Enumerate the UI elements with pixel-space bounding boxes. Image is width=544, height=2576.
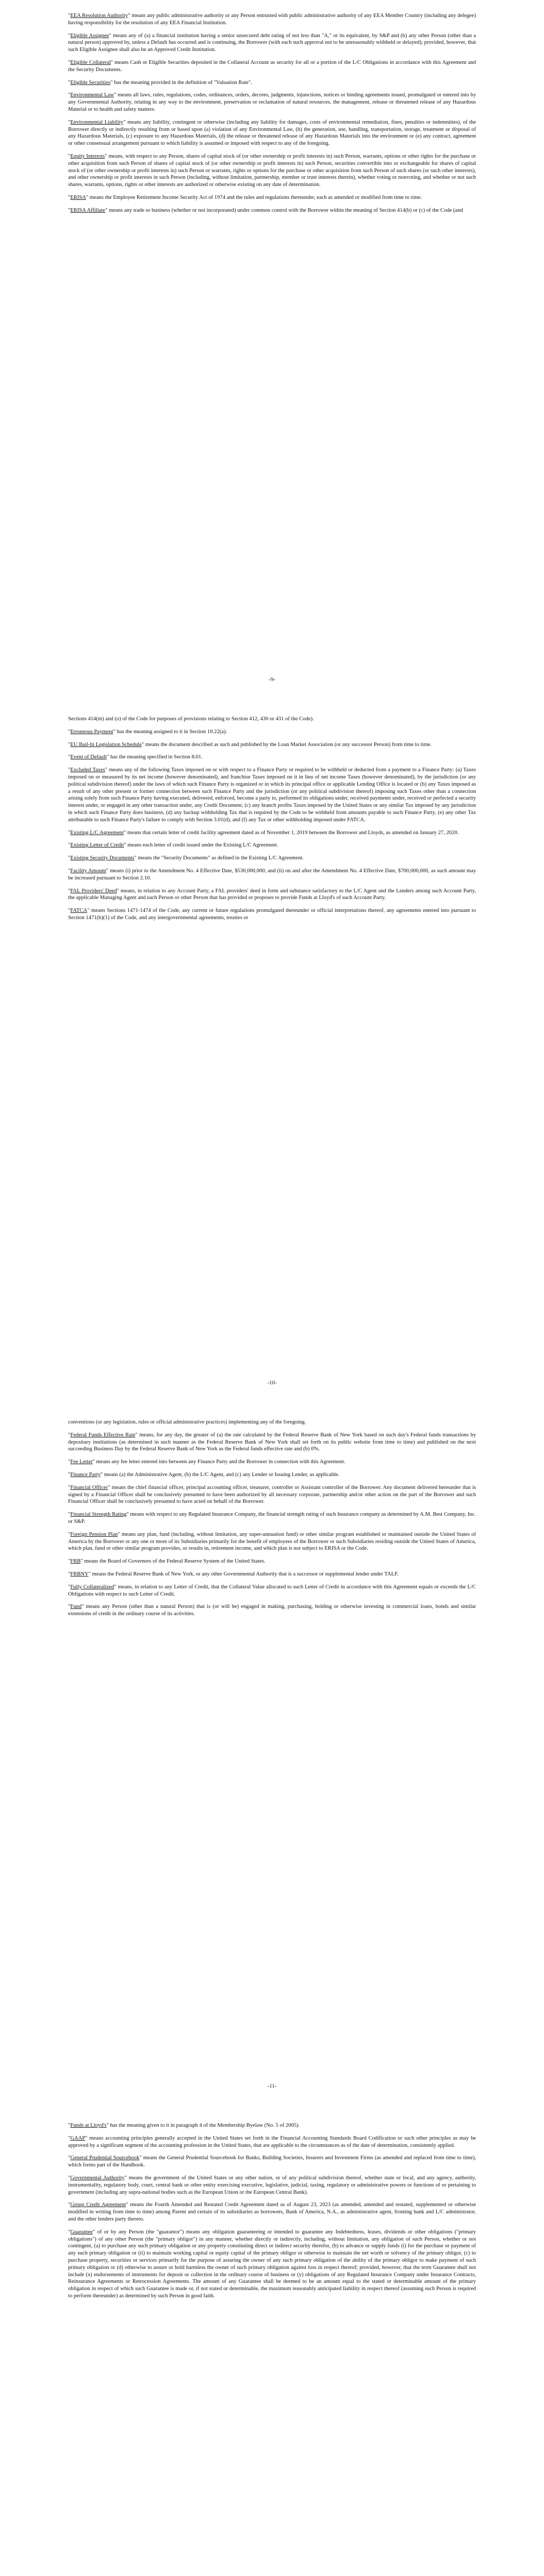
- open-quote: ": [68, 79, 71, 86]
- open-quote: ": [68, 2155, 71, 2161]
- definition-text: " of or by any Person (the "guarantor") means any obligation guaranteeing or intended to guarantee any Indebtedness, leases, dividends or other obligations ("primary obligations") of any other Person (the "primary obligor") in any manner, whether directly or indirectly, including, without limitation, any obligation of such Person, whether or not contingent, (a) to purchase any such primary obligation or any property constituting direct or indirect security therefor, (b) to advance or supply funds (i) for the purchase or payment of any such primary obligation or (ii) to maintain working capital or equity capital of the primary obligor or otherwise to maintain the net worth or solvency of the primary obligor, (c) to purchase property, securities or services primarily for the purpose of assuring the owner of any such primary obligation of the ability of the primary obligor to make payment of such primary obligation or (d) otherwise to assure or hold harmless the owner of such primary obligation against loss in respect thereof; provided, however, that the term Guarantee shall not include (x) endorsements of instruments for deposit or collection in the ordinary course of business or (y) obligations of any Regulated Insurance Company under Insurance Contracts, Reinsurance Agreements or Retrocession Agreements. The amount of any Guarantee shall be deemed to be an amount equal to the stated or determinable amount of the primary obligation in respect of which such Guarantee is made or, if not stated or determinable, the maximum reasonably anticipated liability in respect thereof (assuming such Person is required to perform thereunder) as determined by such Person in good faith.: [68, 2229, 476, 2299]
- defined-term: Governmental Authority: [70, 2175, 125, 2181]
- defined-term: GAAP: [70, 2135, 86, 2141]
- open-quote: ": [68, 2202, 71, 2208]
- definition-paragraph: [68, 12, 476, 27]
- definition-paragraph: [68, 2135, 476, 2149]
- definition-paragraph: [68, 153, 476, 189]
- definition-paragraph: [68, 728, 476, 736]
- open-quote: ": [68, 1471, 71, 1478]
- defined-term: Eligible Assignee: [70, 32, 109, 39]
- definition-paragraph: [68, 2201, 476, 2223]
- definition-text: " means the chief financial officer, principal accounting officer, treasurer, controller or Assistant controller of the Borrower. Any document delivered hereunder that is signed by a Financial Officer shall be conclusively presumed to have been authorized by all necessary corporate, partnership and/or other action on the part of the Borrower and such Financial Officer shall be conclusively presumed to have acted on behalf of the Borrower.: [68, 1484, 476, 1505]
- definition-paragraph: [68, 1531, 476, 1552]
- open-quote: ": [68, 153, 71, 159]
- definition-text: " means Sections 1471-1474 of the Code, any current or future regulations promulgated thereunder or official interpretations thereof, any agreements entered into pursuant to Section 1471(b)(1) of the Code, and any intergovernmental agreements, treaties or: [68, 908, 476, 921]
- definition-paragraph: [68, 1558, 476, 1565]
- open-quote: ": [68, 32, 71, 39]
- defined-term: Group Credit Agreement: [70, 2202, 126, 2208]
- definition-paragraph: [68, 1432, 476, 1453]
- definition-text: " means, with respect to any Person, shares of capital stock of (or other ownership or profit interests in) such Person, warrants, options or other rights for the purchase or other acquisition from such Person of shares of capital stock of (or other ownership or profit interests in) such Person, securities convertible into or exchangeable for shares of capital stock of (or other ownership or profit interests in) such Person or warrants, rights or options for the purchase or other acquisition from such Person of such shares (or such other interests), and other ownership or profit interests in such Person (including, without limitation, partnership, member or trust interests therein), whether voting or nonvoting, and whether or not such shares, warrants, options, rights or other interests are authorized or otherwise existing on any date of determination.: [68, 153, 476, 188]
- open-quote: ": [68, 842, 71, 849]
- defined-term: Financial Officer: [70, 1484, 108, 1490]
- definition-text: " has the meaning provided in the definition of "Valuation Rate".: [110, 79, 252, 86]
- defined-term: FAL Providers' Deed: [70, 888, 117, 894]
- definition-paragraph: [68, 1471, 476, 1479]
- defined-term: EEA Resolution Authority: [70, 13, 128, 19]
- defined-term: Environmental Law: [70, 92, 114, 98]
- definition-text: " means any of the following Taxes imposed on or with respect to a Finance Party or required to be withheld or deducted from a payment to a Finance Party: (a) Taxes imposed on or measured by its net income (however denominated), and franchise Taxes imposed on it in lieu of net income Taxes (however denominated), by the jurisdiction (or any political subdivision thereof) under the laws of which such Finance Party is organized or in which its principal office or applicable Lending Office is located or (b) any Taxes imposed as a result of any other present or former connection between such Finance Party and the jurisdiction (or any political subdivision thereof) imposing such Taxes other than a connection arising solely from such Finance Party having executed, delivered, enforced, become a party to, performed its obligations under, received payments under, received or perfected a security interest under, or engaged in any other transaction under, any Credit Document, (c) any branch profits Taxes imposed by the United States or any similar Tax imposed by any jurisdiction in which such Finance Party does business, (d) any backup withholding Tax that is required by the Code to be withheld from amounts payable to such Finance Party, (e) any other Tax attributable to such Finance Party's failure to comply with Section 3.01(d), and (f) any Tax or other withholding imposed under FATCA.: [68, 767, 476, 823]
- defined-term: Eligible Collateral: [70, 59, 111, 65]
- definition-paragraph: [68, 194, 476, 201]
- definition-text: " means any fee letter entered into between any Finance Party and the Borrower in connection with this Agreement.: [92, 1459, 345, 1465]
- defined-term: General Prudential Sourcebook: [70, 2155, 140, 2161]
- definition-paragraph: [68, 754, 476, 761]
- defined-term: Existing Security Documents: [70, 855, 135, 861]
- open-quote: ": [68, 1459, 71, 1465]
- page-number: -11-: [267, 2083, 277, 2089]
- definition-text: " means the General Prudential Sourcebook for Banks, Building Societies, Insurers and Investment Firms (as amended and replaced from time to time), which forms part of the Handbook.: [68, 2155, 476, 2168]
- defined-term: Equity Interests: [70, 153, 105, 159]
- definition-paragraph: [68, 1571, 476, 1578]
- definition-paragraph: [68, 1511, 476, 1526]
- open-quote: ": [68, 728, 71, 735]
- defined-term: Erroneous Payment: [70, 728, 113, 735]
- open-quote: ": [68, 888, 71, 894]
- page-body: [68, 1419, 476, 1618]
- defined-term: Existing Letter of Credit: [70, 842, 124, 849]
- definition-paragraph: [68, 855, 476, 862]
- page-number: -9-: [269, 676, 275, 683]
- defined-term: Event of Default: [70, 754, 107, 760]
- open-quote: ": [68, 207, 71, 213]
- definition-paragraph: [68, 868, 476, 882]
- definition-text: " means each letter of credit issued under the Existing L/C Agreement.: [124, 842, 278, 849]
- definition-paragraph: [68, 2122, 476, 2129]
- definition-paragraph: [68, 59, 476, 74]
- defined-term: FATCA: [70, 908, 88, 914]
- open-quote: ": [68, 754, 71, 760]
- open-quote: ": [68, 59, 71, 65]
- defined-term: Finance Party: [70, 1471, 101, 1478]
- page-11: [0, 1406, 544, 2110]
- open-quote: ": [68, 1604, 71, 1610]
- definition-text: " has the meaning specified in Section 8.01.: [106, 754, 203, 760]
- definition-paragraph: [68, 207, 476, 214]
- open-quote: ": [68, 767, 71, 773]
- definition-text: " has the meaning assigned to it in Section 10.22(a).: [113, 728, 227, 735]
- open-quote: ": [68, 1512, 71, 1518]
- definition-paragraph: [68, 842, 476, 849]
- page-body: [68, 716, 476, 922]
- defined-term: ERISA Affiliate: [70, 207, 106, 213]
- definition-text: " means (i) prior to the Amendment No. 4 Effective Date, $530,000,000, and (ii) on and after the Amendment No. 4 Effective Date, $700,000,000, as such amount may be increased pursuant to Section 2.10.: [68, 868, 476, 881]
- open-quote: ": [68, 119, 71, 125]
- definition-paragraph: [68, 1584, 476, 1598]
- page-12: [0, 2110, 544, 2576]
- definition-paragraph: [68, 741, 476, 749]
- open-quote: ": [68, 868, 71, 874]
- definition-text: " means, in relation to any Account Party, a FAL providers' deed in form and substance satisfactory to the L/C Agent and the Lenders among such Account Party, the applicable Managing Agent and each Person or other Person that has provided or proposes to provide Funds at Lloyd's of such Account Party.: [68, 888, 476, 901]
- open-quote: ": [68, 829, 71, 836]
- page-body: [68, 2122, 476, 2300]
- defined-term: FRB: [70, 1558, 81, 1565]
- definition-text: " means any of (a) a financial institution having a senior unsecured debt rating of not less than "A," or its equivalent, by S&P and (b) any other Person (other than a natural person) approved by, unless a Default has occurred and is continuing, the Borrower (with each such approval not to be unreasonably withheld or delayed); provided, however, that such Eligible Assignee shall also be an Approved Credit Institution.: [68, 32, 476, 53]
- open-quote: ": [68, 1584, 71, 1590]
- definition-text: " means any liability, contingent or otherwise (including any liability for damages, costs of environmental remediation, fines, penalties or indemnities), of the Borrower directly or indirectly resulting from or based upon (a) violation of any Environmental Law, (b) the generation, use, handling, transportation, storage, treatment or disposal of any Hazardous Materials, (c) exposure to any Hazardous Materials, (d) the release or threatened release of any Hazardous Materials into the environment or (e) any contract, agreement or other consensual arrangement pursuant to which liability is assumed or imposed with respect to any of the foregoing.: [68, 119, 476, 147]
- definition-text: " means any trade or business (whether or not incorporated) under common control with the Borrower within the meaning of Section 414(b) or (c) of the Code (and: [105, 207, 463, 213]
- definition-text: " means the Board of Governors of the Federal Reserve System of the United States.: [80, 1558, 266, 1565]
- defined-term: Fully Collateralized: [70, 1584, 114, 1590]
- defined-term: Funds at Lloyd's: [70, 2123, 107, 2128]
- definition-text: " means the Federal Reserve Bank of New York, or any other Governmental Authority that is a successor or supplemental lender under TALF.: [88, 1571, 399, 1577]
- definition-paragraph: [68, 1484, 476, 1505]
- definition-text: " means, in relation to any Letter of Credit, that the Collateral Value allocated to such Letter of Credit in accordance with this Agreement equals or exceeds the L/C Obligations with respect to such Letter of Credit.: [68, 1584, 476, 1597]
- definition-paragraph: [68, 829, 476, 837]
- defined-term: Existing L/C Agreement: [70, 829, 124, 836]
- definition-text: " means the government of the United States or any other nation, or of any political subdivision thereof, whether state or local, and any agency, authority, instrumentality, regulatory body, court, central bank or other entity exercising executive, legislative, judicial, taxing, regulatory or administrative powers or functions of or pertaining to government (including any supra-national bodies such as the European Union or the European Central Bank).: [68, 2175, 476, 2195]
- open-quote: ": [68, 908, 71, 914]
- definition-text: " means any Person (other than a natural Person) that is (or will be) engaged in making, purchasing, holding or otherwise investing in commercial loans, bonds and similar extensions of credit in the ordinary course of its activities.: [68, 1604, 476, 1617]
- definition-paragraph: [68, 79, 476, 87]
- open-quote: ": [68, 194, 71, 200]
- open-quote: ": [68, 1531, 71, 1537]
- definition-paragraph: [68, 119, 476, 147]
- definition-paragraph: [68, 2155, 476, 2169]
- definition-paragraph: [68, 1603, 476, 1618]
- defined-term: ERISA: [70, 194, 86, 200]
- definition-text: " means any public administrative authority or any Person entrusted with public administrative authority of any EEA Member Country (including any delegee) having responsibility for the resolution of any EEA Financial Institution.: [68, 13, 476, 26]
- definition-text: " means with respect to any Regulated Insurance Company, the financial strength rating of such Insurance company as determined by A.M. Best Company, Inc. or S&P.: [68, 1512, 476, 1524]
- definition-text: conventions (or any legislation, rules or official administrative practices) implementing any of the foregoing.: [68, 1419, 306, 1425]
- definition-paragraph: [68, 1459, 476, 1466]
- defined-term: Financial Strength Rating: [70, 1512, 127, 1518]
- open-quote: ": [68, 13, 71, 19]
- defined-term: Facility Amount: [70, 868, 106, 874]
- definition-text: " means, for any day, the greater of (a) the rate calculated by the Federal Reserve Bank of New York based on such day's Federal funds transactions by depositary institutions (as determined in such manner as the Federal Reserve Bank of New York shall set forth on its public website from time to time) and published on the next succeeding Business Day by the Federal Reserve Bank of New York as the Federal funds effective rate and (b) 0%.: [68, 1432, 476, 1452]
- definition-text: " means accounting principles generally accepted in the United States set forth in the Financial Accounting Standards Board Codification or such other principles as may be approved by a significant segment of the accounting profession in the United States, that are applicable to the circumstances as of the date of determination, consistently applied.: [68, 2135, 476, 2148]
- defined-term: EU Bail-In Legislation Schedule: [70, 741, 142, 748]
- definition-paragraph: [68, 32, 476, 54]
- page-number: -10-: [267, 1380, 277, 1386]
- definition-paragraph: [68, 907, 476, 922]
- defined-term: Excluded Taxes: [70, 767, 105, 773]
- definition-text: " means the "Security Documents" as defined in the Existing L/C Agreement.: [134, 855, 304, 861]
- definition-text: " has the meaning given to it in paragraph 4 of the Membership Byelaw (No. 5 of 2005).: [106, 2123, 300, 2128]
- definition-text: " means Cash or Eligible Securities deposited in the Collateral Account as security for all or a portion of the L/C Obligations in accordance with this Agreement and the Security Documents.: [68, 59, 476, 73]
- definition-paragraph: [68, 888, 476, 902]
- definition-text: " means the Fourth Amended and Restated Credit Agreement dated as of August 23, 2023 (as amended, amended and restated, supplemented or otherwise modified in writing from time to time) among Parent and certain of its subsidiaries as borrowers, Bank of America, N.A., as administrative agent, fronting bank and L/C administrator, and the other lenders party thereto.: [68, 2202, 476, 2222]
- page-9: [0, 0, 544, 703]
- definition-paragraph: [68, 767, 476, 823]
- open-quote: ": [68, 2135, 71, 2141]
- defined-term: Environmental Liability: [70, 119, 124, 125]
- defined-term: FRBNY: [70, 1571, 89, 1577]
- defined-term: Fee Letter: [70, 1459, 93, 1465]
- page-body: [68, 12, 476, 214]
- definition-text: " means the document described as such and published by the Loan Market Association (or any successor Person) from time to time.: [141, 741, 432, 748]
- open-quote: ": [68, 2123, 71, 2128]
- definition-paragraph: [68, 2175, 476, 2196]
- open-quote: ": [68, 741, 71, 748]
- definition-text: " means the Employee Retirement Income Security Act of 1974 and the rules and regulations thereunder, each as amended or modified from time to time.: [86, 194, 422, 200]
- open-quote: ": [68, 1558, 71, 1565]
- open-quote: ": [68, 1432, 71, 1438]
- definition-text: " means all laws, rules, regulations, codes, ordinances, orders, decrees, judgments, injunctions, notices or binding agreements issued, promulgated or entered into by any Governmental Authority, relating in any way to the environment, preservation or reclamation of natural resources, the management, release or threatened release of any Hazardous Material or to health and safety matters.: [68, 92, 476, 112]
- definition-text: Sections 414(m) and (o) of the Code for purposes of provisions relating to Section 412, 430 or 431 of the Code).: [68, 716, 314, 722]
- defined-term: Eligible Securities: [70, 79, 111, 86]
- definition-paragraph: [68, 1419, 476, 1426]
- defined-term: Guarantee: [70, 2229, 93, 2235]
- definition-text: " means that certain letter of credit facility agreement dated as of November 1, 2019 between the Borrower and Lloyds, as amended on January 27, 2020.: [123, 829, 459, 836]
- definition-paragraph: [68, 716, 476, 723]
- open-quote: ": [68, 2229, 71, 2235]
- open-quote: ": [68, 855, 71, 861]
- definition-text: " means (a) the Administrative Agent, (b) the L/C Agent, and (c) any Lender or Issuing Lender, as applicable.: [100, 1471, 340, 1478]
- open-quote: ": [68, 2175, 71, 2181]
- page-10: [0, 703, 544, 1406]
- definition-paragraph: [68, 2229, 476, 2300]
- open-quote: ": [68, 92, 71, 98]
- definition-paragraph: [68, 92, 476, 113]
- defined-term: Foreign Pension Plan: [70, 1531, 118, 1537]
- open-quote: ": [68, 1484, 71, 1490]
- definition-text: " means any plan, fund (including, without limitation, any super-annuation fund) or other similar program established or maintained outside the United States of America by the Borrower or any one or more of its Subsidiaries primarily for the benefit of employees of the Borrower or such Subsidiaries residing outside the United States of America, which plan, fund or other similar program provides, or results in, retirement income, and which plan is not subject to ERISA or the Code.: [68, 1531, 476, 1552]
- defined-term: Federal Funds Effective Rate: [70, 1432, 136, 1438]
- defined-term: Fund: [70, 1604, 82, 1610]
- open-quote: ": [68, 1571, 71, 1577]
